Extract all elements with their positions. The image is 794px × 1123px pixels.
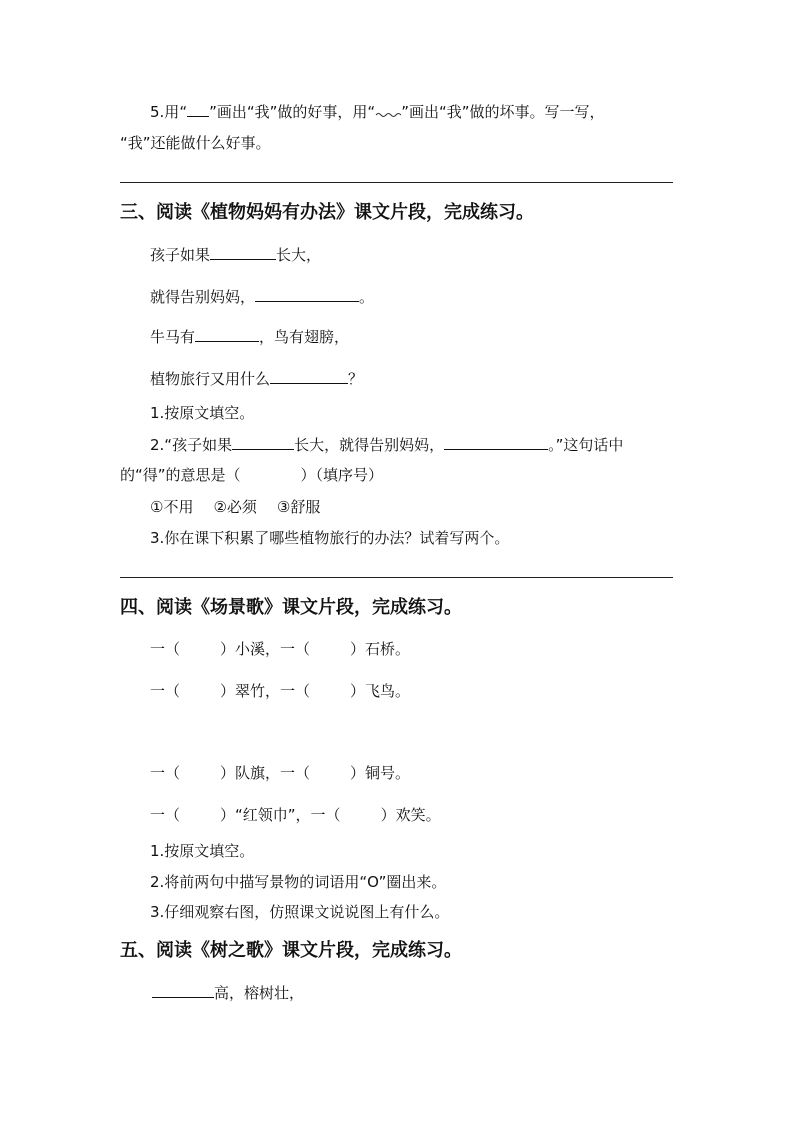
- s4-question2: 2.将前两句中描写景物的词语用“O”圈出来。: [150, 873, 447, 891]
- divider: [120, 577, 673, 578]
- section3-heading: 三、阅读《植物妈妈有办法》课文片段，完成练习。: [120, 202, 534, 223]
- s4-line4: 一（ ）“红领巾”，一（ ）欢笑。: [150, 806, 441, 824]
- option-3: ③舒服: [276, 498, 321, 516]
- divider: [120, 182, 673, 183]
- option-2: ②必须: [213, 498, 257, 516]
- q5-line2: “我”还能做什么好事。: [120, 134, 271, 152]
- s4-question1: 1.按原文填空。: [150, 842, 255, 860]
- answer-blank[interactable]: [255, 287, 359, 302]
- s3-question2-cont: 的“得”的意思是（ ）（填序号）: [120, 466, 384, 484]
- wavy-line-mark: [375, 103, 401, 117]
- section4-heading: 四、阅读《场景歌》课文片段，完成练习。: [120, 597, 462, 618]
- s4-line2: 一（ ）翠竹，一（ ）飞鸟。: [150, 682, 411, 700]
- s3-poem-line2: 就得告别妈妈， 。: [150, 288, 375, 306]
- option-1: ①不用: [150, 498, 194, 516]
- section5-heading: 五、阅读《树之歌》课文片段，完成练习。: [120, 940, 462, 961]
- answer-blank[interactable]: [232, 435, 294, 450]
- answer-blank[interactable]: [210, 245, 276, 260]
- s3-question1: 1.按原文填空。: [150, 404, 255, 422]
- s3-poem-line4: 植物旅行又用什么 ？: [150, 370, 364, 388]
- s3-question2: 2.“孩子如果 长大，就得告别妈妈， 。”这句话中: [150, 436, 624, 454]
- answer-blank[interactable]: [152, 983, 214, 998]
- s5-line1: 高，榕树壮，: [152, 983, 304, 1003]
- s4-question3: 3.仔细观察右图，仿照课文说说图上有什么。: [150, 903, 450, 921]
- answer-blank[interactable]: [195, 327, 259, 342]
- answer-blank[interactable]: [270, 369, 348, 384]
- answer-blank[interactable]: [444, 435, 548, 450]
- s3-options: [150, 497, 320, 517]
- underline-mark: [187, 102, 209, 117]
- s3-poem-line1: 孩子如果 长大，: [150, 246, 322, 264]
- q5-line1: 5.用“ ”画出“我”做的好事，用“ ”画出“我”做的坏事。写一写，: [150, 103, 605, 121]
- s4-line1: 一（ ）小溪，一（ ）石桥。: [150, 640, 411, 658]
- s4-line3: 一（ ）队旗，一（ ）铜号。: [150, 764, 411, 782]
- s3-question3: 3.你在课下积累了哪些植物旅行的办法？试着写两个。: [150, 529, 510, 547]
- s3-poem-line3: 牛马有 ，鸟有翅膀，: [150, 328, 350, 346]
